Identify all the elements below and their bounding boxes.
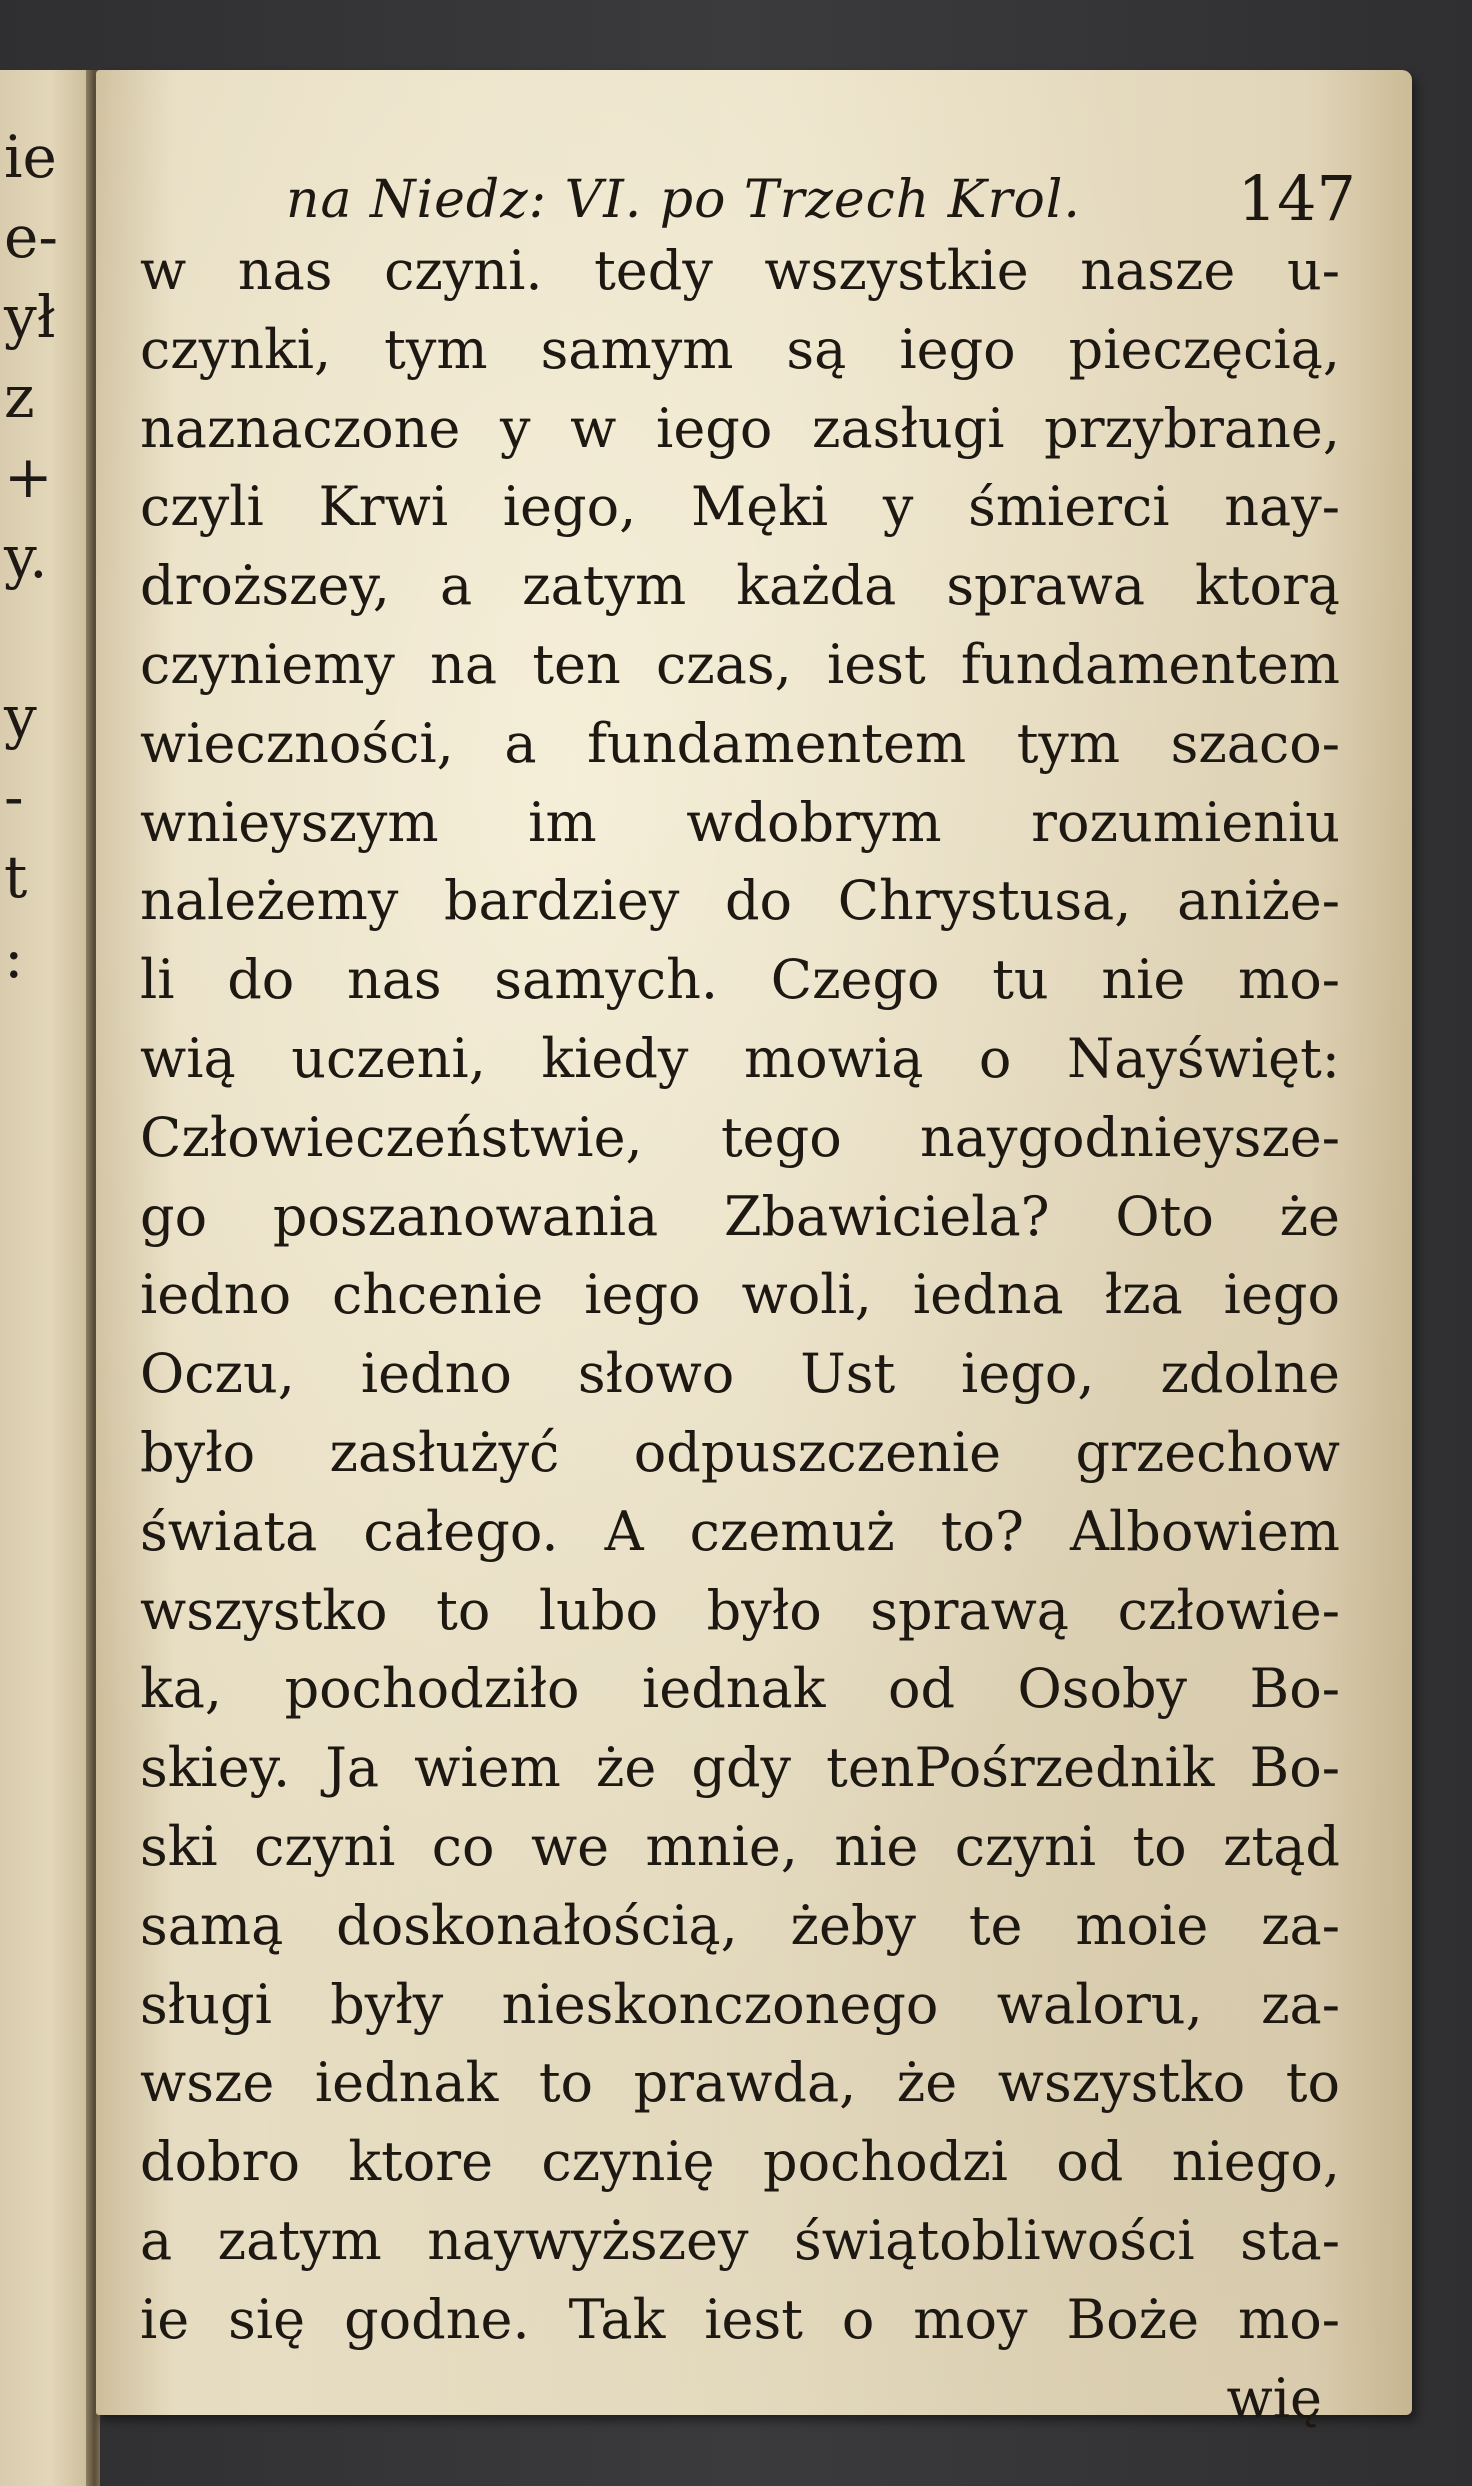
text-line: naznaczone y w iego zasługi przybrane, — [140, 396, 1340, 460]
text-line: skiey. Ja wiem że gdy tenPośrzednik Bo- — [140, 1736, 1340, 1800]
text-line: droższey, a zatym każda sprawa ktorą — [140, 554, 1340, 618]
margin-fragment: ie — [4, 123, 57, 191]
text-line: samą doskonałością, żeby te moie za- — [140, 1893, 1340, 1957]
text-line: czynki, tym samym są iego pieczęcią, — [140, 317, 1340, 381]
text-line: go poszanowania Zbawiciela? Oto że — [140, 1184, 1340, 1248]
text-line: Oczu, iedno słowo Ust iego, zdolne — [140, 1342, 1340, 1406]
text-line: ka, pochodziło iednak od Osoby Bo- — [140, 1657, 1340, 1721]
text-line: li do nas samych. Czego tu nie mo- — [140, 948, 1340, 1012]
margin-fragment: z — [4, 363, 35, 431]
text-line: ski czyni co we mnie, nie czyni to ztąd — [140, 1814, 1340, 1878]
text-line: dobro ktore czynię pochodzi od niego, — [140, 2130, 1340, 2194]
text-line: w nas czyni. tedy wszystkie nasze u- — [140, 239, 1340, 302]
margin-fragment: + — [4, 443, 53, 511]
margin-fragment: - — [4, 763, 24, 831]
body-text — [140, 232, 1340, 2438]
margin-fragment: : — [4, 923, 24, 991]
text-line: czyli Krwi iego, Męki y śmierci nay- — [140, 475, 1340, 539]
catchword: wię — [1226, 2366, 1322, 2430]
text-line: iedno chcenie iego woli, iedna łza iego — [140, 1263, 1340, 1327]
text-line: świata całego. A czemuż to? Albowiem — [140, 1499, 1340, 1563]
text-line: a zatym naywyższey świątobliwości sta- — [140, 2208, 1340, 2272]
margin-fragment: e- — [4, 203, 58, 271]
margin-fragment: y. — [4, 523, 48, 591]
text-line: Człowieczeństwie, tego naygodnieysze- — [140, 1105, 1340, 1169]
page-number: 147 — [1237, 162, 1356, 235]
text-line: wszystko to lubo było sprawą człowie- — [140, 1578, 1340, 1642]
running-title: na Niedz: VI. po Trzech Krol. — [286, 170, 1081, 230]
margin-fragment: y — [4, 683, 37, 751]
text-line: wieczności, a fundamentem tym szaco- — [140, 711, 1340, 775]
text-line: wią uczeni, kiedy mowią o Nayświęt: — [140, 1026, 1340, 1090]
text-line: wnieyszym im wdobrym rozumieniu — [140, 790, 1340, 854]
margin-fragment: ył — [4, 283, 56, 351]
previous-page-edge — [0, 70, 92, 2486]
text-line: ie się godne. Tak iest o moy Boże mo- — [140, 2287, 1340, 2351]
text-line: należemy bardziey do Chrystusa, aniże- — [140, 869, 1340, 933]
page-header — [286, 162, 1366, 235]
text-line: było zasłużyć odpuszczenie grzechow — [140, 1420, 1340, 1484]
text-line: wsze iednak to prawda, że wszystko to — [140, 2051, 1340, 2115]
book-page — [96, 70, 1412, 2430]
text-line: sługi były nieskonczonego waloru, za- — [140, 1972, 1340, 2036]
text-line: czyniemy na ten czas, iest fundamentem — [140, 632, 1340, 696]
margin-fragment: t — [4, 843, 28, 911]
